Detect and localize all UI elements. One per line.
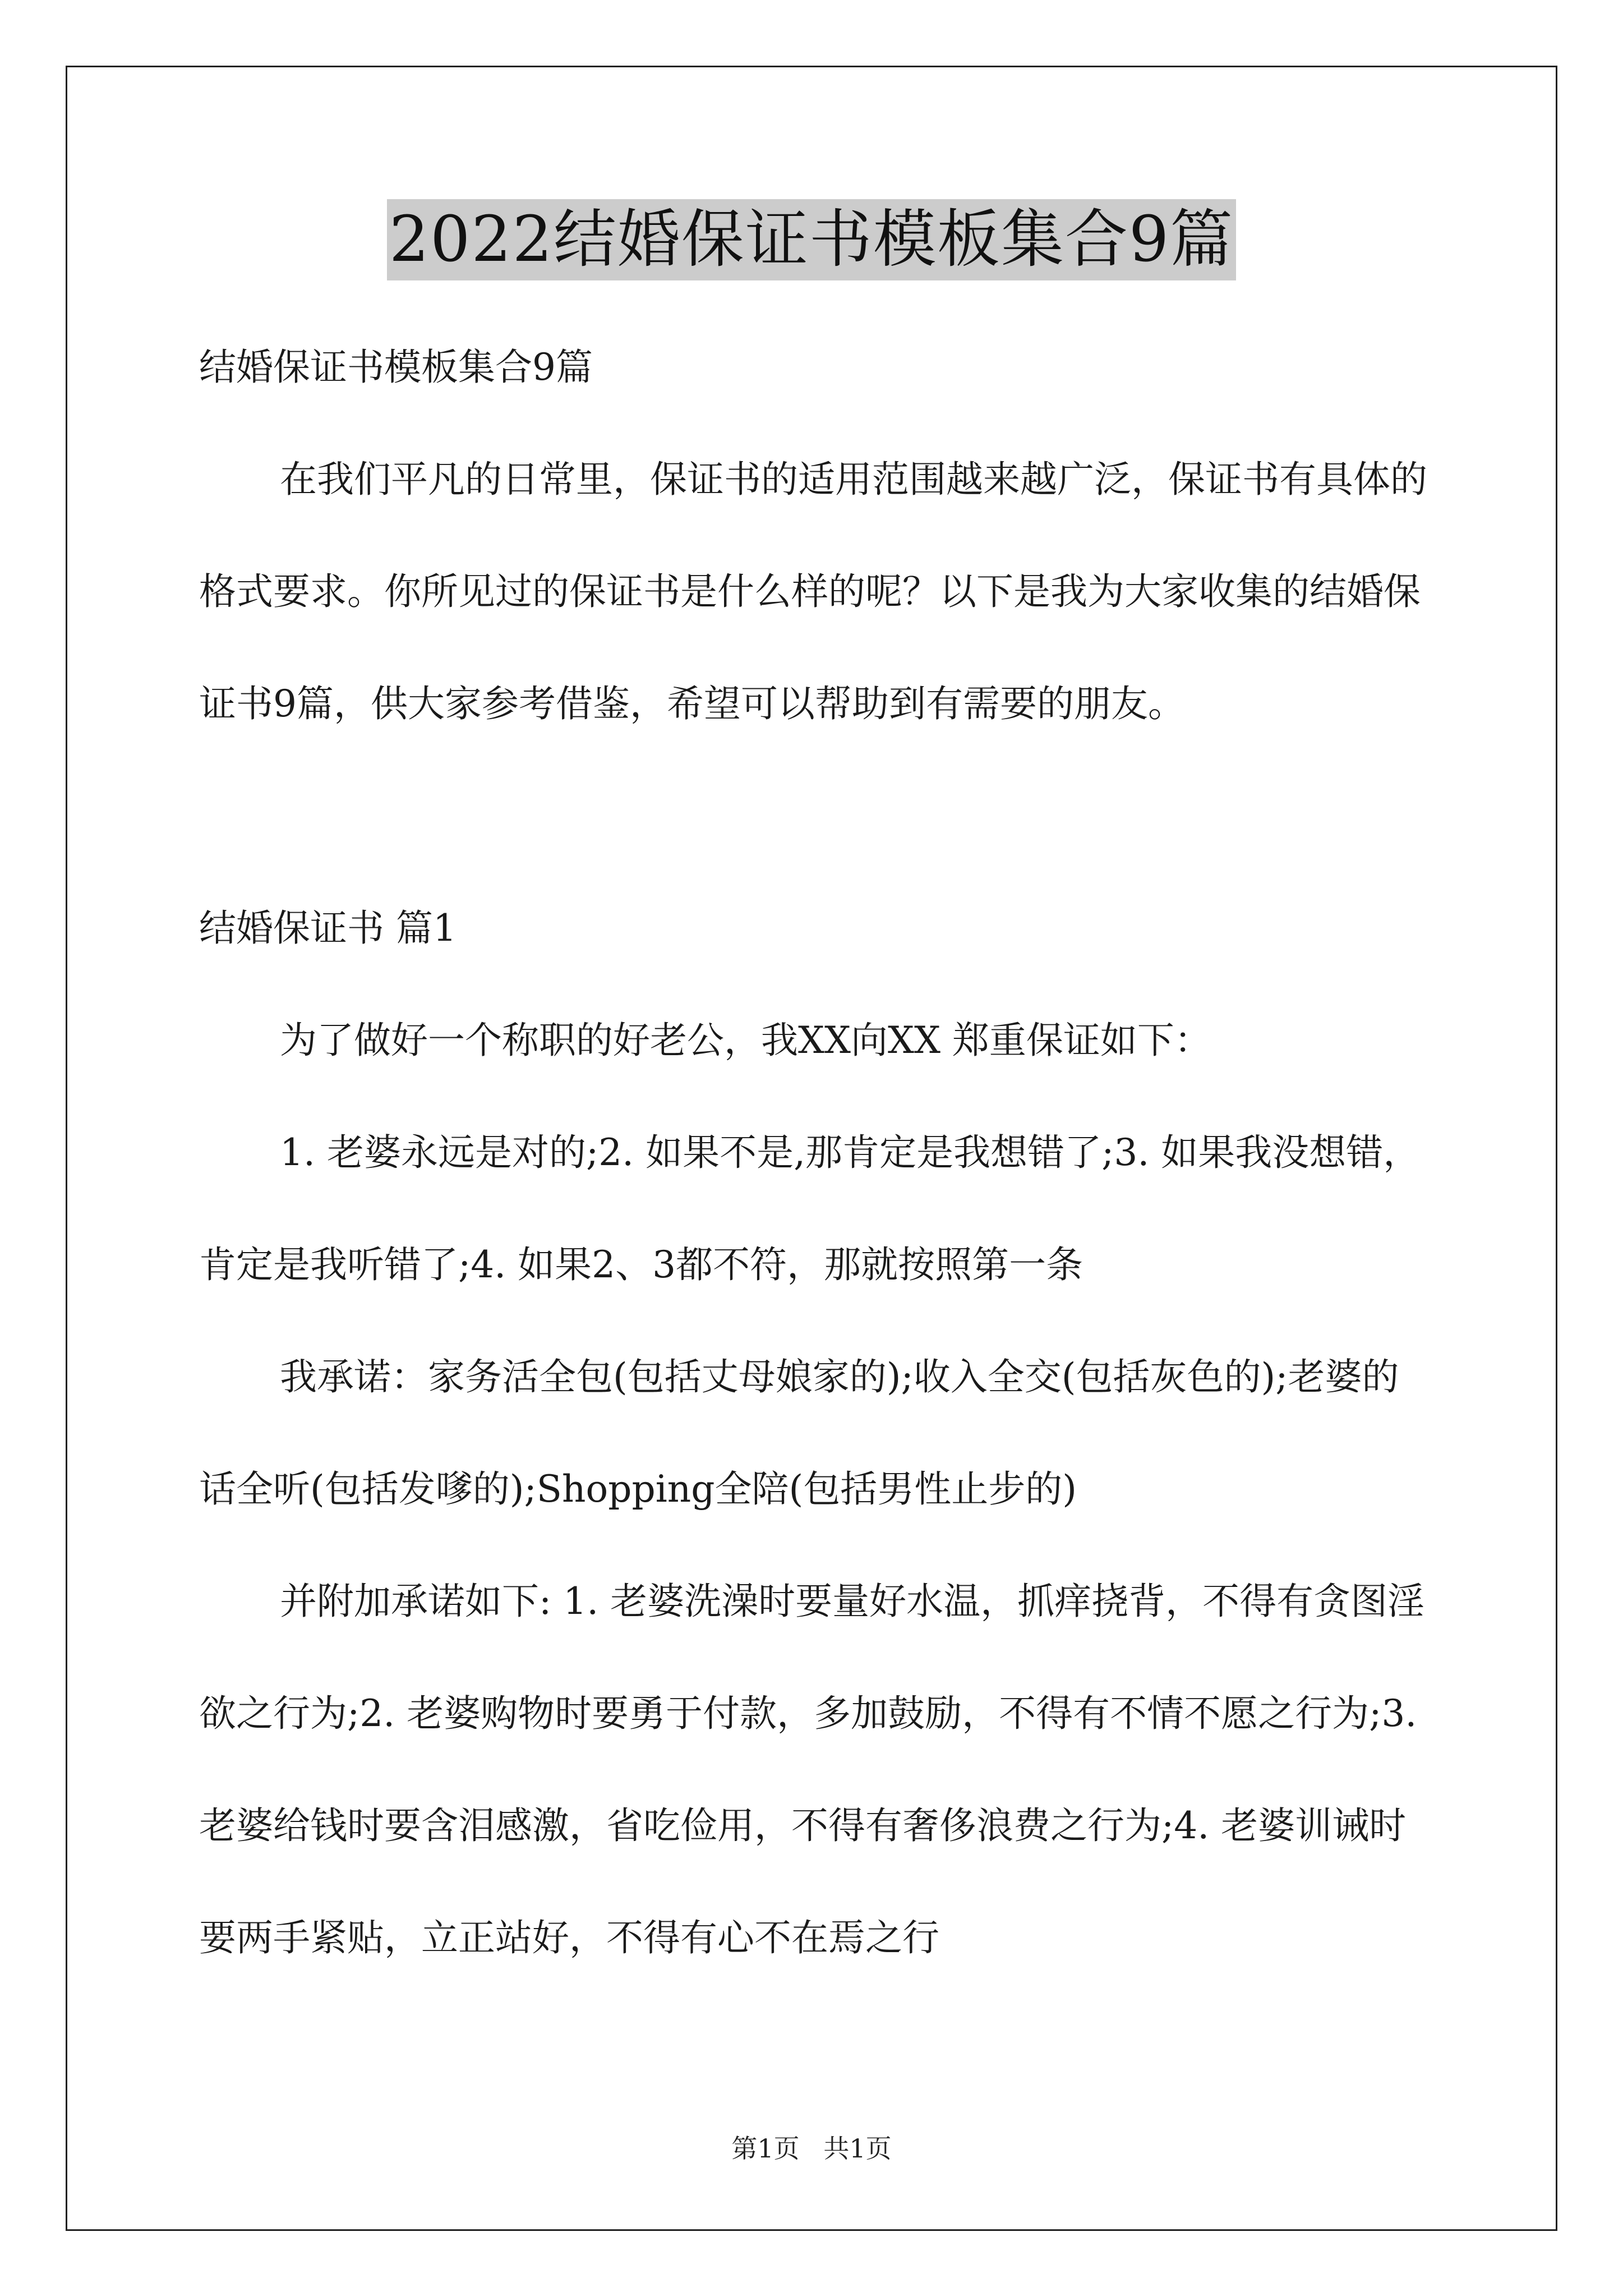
title-container bbox=[0, 199, 1623, 280]
body-paragraph: 我承诺：家务活全包(包括丈母娘家的);收入全交(包括灰色的);老婆的话全听(包括发嗲的);Shopping全陪(包括男性止步的) bbox=[199, 1355, 1399, 1511]
page-total: 共1页 bbox=[823, 2133, 892, 2164]
document-title: 2022结婚保证书模板集合9篇 bbox=[387, 199, 1236, 280]
body-paragraph: 1. 老婆永远是对的;2. 如果不是,那肯定是我想错了;3. 如果我没想错，肯定是我听错了;4. 如果2、3都不符，那就按照第一条 bbox=[199, 1131, 1421, 1286]
section-heading: 结婚保证书 篇1 bbox=[199, 907, 457, 950]
body-paragraph: 并附加承诺如下: 1. 老婆洗澡时要量好水温，抓痒挠背，不得有贪图淫欲之行为;2. 老婆购物时要勇于付款，多加鼓励，不得有不情不愿之行为;3. 老婆给钱时要含泪感激，省吃俭用，不得有奢侈浪费之行为;4. 老婆训诫时要两手紧贴，立正站好，不得有心不在焉之行 bbox=[199, 1580, 1425, 1959]
document-body bbox=[199, 311, 1427, 1994]
document-subtitle: 结婚保证书模板集合9篇 bbox=[199, 346, 593, 389]
intro-paragraph: 在我们平凡的日常里，保证书的适用范围越来越广泛，保证书有具体的格式要求。你所见过的保证书是什么样的呢？以下是我为大家收集的结婚保证书9篇，供大家参考借鉴，希望可以帮助到有需要的朋友。 bbox=[199, 458, 1427, 725]
page-footer bbox=[0, 2132, 1623, 2165]
page-number: 第1页 bbox=[731, 2133, 800, 2164]
body-paragraph: 为了做好一个称职的好老公，我XX向XX 郑重保证如下： bbox=[280, 1019, 1211, 1062]
